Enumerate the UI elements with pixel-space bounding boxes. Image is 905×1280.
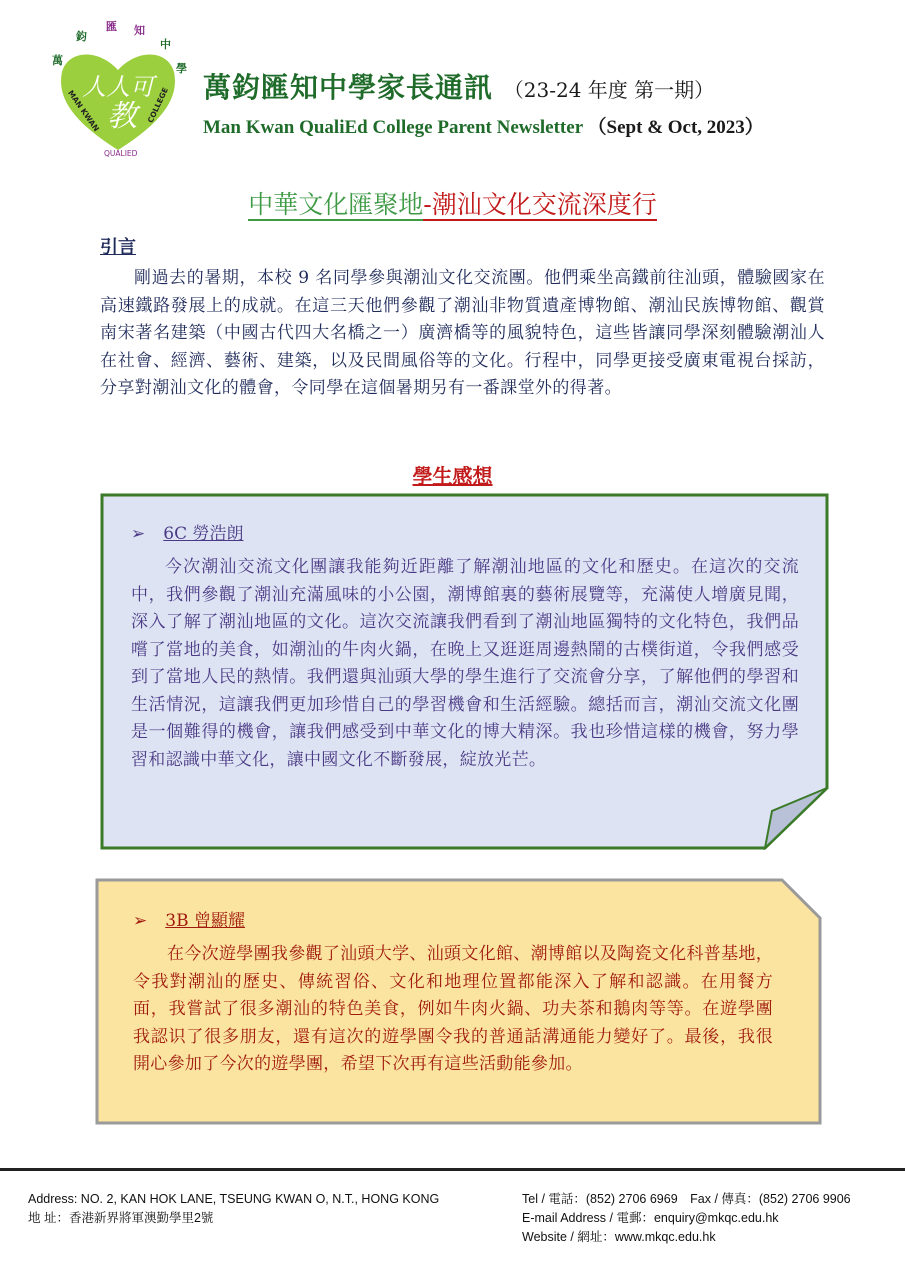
footer-contact	[522, 1190, 851, 1247]
student-reflection-2: 在今次遊學團我參觀了汕頭大学、汕頭文化館、潮博館以及陶瓷文化科普基地，令我對潮汕的歷史、傳統習俗、文化和地理位置都能深入了解和認識。在用餐方面，我嘗試了很多潮汕的特色美食，例如牛肉火鍋、功夫茶和鵝肉等等。在遊學團我認识了很多朋友，還有這次的遊學團令我的普通話溝通能力變好了。最後，我很開心參加了今次的遊學團，希望下次再有這些活動能參加。	[133, 944, 773, 1074]
footer-address-en: Address: NO. 2, KAN HOK LANE, TSEUNG KWAN O, N.T., HONG KONG	[28, 1192, 440, 1206]
arrow-bullet-icon: ➢	[133, 911, 148, 931]
logo-arc-char-5: 中	[160, 38, 171, 51]
logo-arc-char-2: 鈞	[76, 30, 87, 43]
article-title-part2: -潮汕文化交流深度行	[423, 190, 657, 219]
reflection-card-1	[100, 493, 830, 850]
newsletter-date: （Sept & Oct, 2023）	[587, 117, 764, 138]
logo-arc-char-1: 萬	[52, 54, 63, 67]
reflection-card-2-content	[133, 906, 773, 1079]
article-title	[0, 185, 905, 221]
logo-school-en-right: COLLEGE	[145, 86, 170, 125]
newsletter-title-zh-text: 萬鈞匯知中學家長通訊	[203, 71, 494, 104]
footer-divider	[0, 1168, 905, 1171]
student-reflection-1: 今次潮汕交流文化團讓我能夠近距離了解潮汕地區的文化和歷史。在這次的交流中，我們參觀了潮汕充滿風味的小公園，潮博館裏的藝術展覽等，充滿使人增廣見聞，深入了解了潮汕地區的文化。這次交流讓我們看到了潮汕地區獨特的文化特色，我們品嚐了當地的美食，如潮汕的牛肉火鍋，在晚上又逛逛周邊熱鬧的古樸街道，令我們感受到了當地人民的熱情。我們還與汕頭大學的學生進行了交流會分享，了解他們的學習和生活情況，這讓我們更加珍惜自己的學習機會和生活經驗。總括而言，潮汕交流文化團是一個難得的機會，讓我們感受到中華文化的博大精深。我也珍惜這樣的機會，努力學習和認識中華文化，讓中國文化不斷發展，綻放光芒。	[131, 557, 799, 770]
logo-motto-line1: 人人可	[82, 73, 154, 101]
reflections-heading: 學生感想	[412, 464, 493, 488]
newsletter-title-en	[203, 112, 764, 139]
student-name-2: 3B 曾顯耀	[165, 911, 245, 931]
logo-arc-char-4: 知	[134, 24, 145, 37]
intro-heading: 引言	[100, 237, 136, 258]
student-header-2	[133, 906, 773, 931]
logo-motto-line2: 教	[107, 99, 137, 134]
article-title-part1: 中華文化匯聚地	[248, 190, 424, 219]
newsletter-title-en-text: Man Kwan QualiEd College Parent Newsletter	[203, 117, 583, 138]
logo-arc-char-6: 學	[176, 62, 187, 75]
student-header-1	[131, 519, 799, 544]
intro-paragraph: 剛過去的暑期，本校 9 名同學參與潮汕文化交流團。他們乘坐高鐵前往汕頭，體驗國家在高速鐵路發展上的成就。在這三天他們參觀了潮汕非物質遺產博物館、潮汕民族博物館、觀賞南宋著名建築（中國古代四大名橋之一）廣濟橋等的風貌特色，這些皆讓同學深刻體驗潮汕人在社會、經濟、藝術、建築，以及民間風俗等的文化。行程中，同學更接受廣東電視台採訪，分享對潮汕文化的體會，令同學在這個暑期另有一番課堂外的得著。	[100, 268, 825, 398]
arrow-bullet-icon: ➢	[131, 524, 146, 544]
logo-arc-char-3: 匯	[106, 20, 117, 33]
logo-school-en-left: MAN KWAN	[66, 88, 101, 134]
reflection-card-2	[95, 878, 822, 1125]
footer-website[interactable]: Website / 網址：www.mkqc.edu.hk	[522, 1230, 716, 1244]
footer-address	[28, 1190, 439, 1228]
student-name-1: 6C 勞浩朗	[163, 524, 244, 544]
logo-school-en-mid: QUALIED	[104, 149, 138, 158]
reflection-card-1-content	[131, 519, 799, 774]
school-logo	[38, 20, 198, 160]
footer-phone-fax: Tel / 電話：(852) 2706 6969 Fax / 傳真：(852) 2706 9906	[522, 1192, 851, 1206]
newsletter-issue: （23-24 年度 第一期）	[503, 78, 715, 102]
footer-email[interactable]: E-mail Address / 電郵：enquiry@mkqc.edu.hk	[522, 1211, 779, 1225]
newsletter-title-zh	[203, 66, 714, 106]
footer-address-zh: 地 址：香港新界將軍澳勤學里2號	[28, 1211, 214, 1225]
